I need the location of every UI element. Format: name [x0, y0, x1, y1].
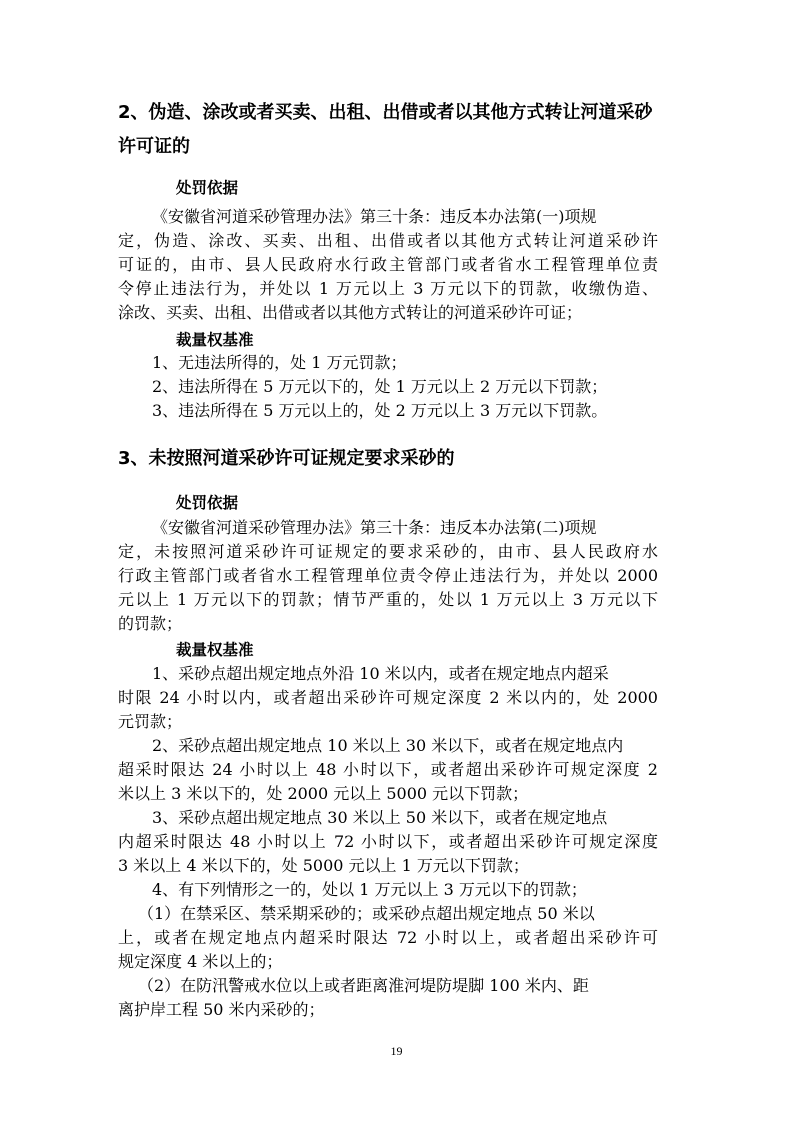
section3-heading: 3、未按照河道采砂许可证规定要求采砂的 — [118, 448, 455, 469]
section3-standard-line: 1、采砂点超出规定地点外沿 10 米以内，或者在规定地点内超采 — [152, 664, 609, 683]
section3-standard-line: 超采时限达 24 小时以上 48 小时以下，或者超出采砂许可规定深度 2 — [118, 760, 658, 779]
section3-standard-line: 4、有下列情形之一的，处以 1 万元以上 3 万元以下的罚款； — [152, 880, 587, 899]
section3-basis-line: 《安徽省河道采砂管理办法》第三十条：违反本办法第(二)项规 — [152, 518, 597, 537]
section2-heading-line1: 2、伪造、涂改或者买卖、出租、出借或者以其他方式转让河道采砂 — [118, 102, 653, 123]
section2-basis-line: 涂改、买卖、出租、出借或者以其他方式转让的河道采砂许可证； — [118, 303, 583, 322]
section3-standard-line: 上，或者在规定地点内超采时限达 72 小时以上，或者超出采砂许可 — [118, 928, 658, 947]
section2-heading-line2: 许可证的 — [118, 136, 190, 157]
section3-standard-title: 裁量权基准 — [176, 641, 254, 659]
section3-standard-line: 离护岸工程 50 米内采砂的； — [118, 1000, 325, 1019]
section3-basis-line: 行政主管部门或者省水工程管理单位责令停止违法行为，并处以 2000 — [118, 566, 658, 585]
section3-standard-line: 时限 24 小时以内，或者超出采砂许可规定深度 2 米以内的，处 2000 — [118, 688, 658, 707]
section3-standard-line: 内超采时限达 48 小时以上 72 小时以下，或者超出采砂许可规定深度 — [118, 832, 658, 851]
section2-basis-line: 定，伪造、涂改、买卖、出租、出借或者以其他方式转让河道采砂许 — [118, 231, 658, 250]
section2-standard-item: 2、违法所得在 5 万元以下的，处 1 万元以上 2 万元以下罚款； — [152, 377, 608, 396]
section3-basis-line: 的罚款； — [118, 614, 183, 633]
section2-standard-item: 1、无违法所得的，处 1 万元罚款； — [152, 353, 407, 372]
section2-basis-line: 令停止违法行为，并处以 1 万元以上 3 万元以下的罚款，收缴伪造、 — [118, 279, 658, 298]
section3-basis-line: 定，未按照河道采砂许可证规定的要求采砂的，由市、县人民政府水 — [118, 542, 658, 561]
section2-standard-title: 裁量权基准 — [176, 331, 254, 349]
section3-standard-line: 元罚款； — [118, 712, 183, 731]
section3-standard-line: 3 米以上 4 米以下的，处 5000 元以上 1 万元以下罚款； — [118, 856, 529, 875]
section2-standard-item: 3、违法所得在 5 万元以上的，处 2 万元以上 3 万元以下罚款。 — [152, 401, 608, 420]
section3-basis-title: 处罚依据 — [176, 494, 239, 512]
section2-basis-title: 处罚依据 — [176, 179, 239, 197]
page-number: 19 — [390, 1044, 403, 1058]
section3-standard-line: 规定深度 4 米以上的； — [118, 952, 283, 971]
section3-standard-line: 米以上 3 米以下的，处 2000 元以上 5000 元以下罚款； — [118, 784, 529, 803]
section3-standard-line: （2）在防汛警戒水位以上或者距离淮河堤防堤脚 100 米内、距 — [138, 976, 589, 995]
section2-basis-line: 《安徽省河道采砂管理办法》第三十条：违反本办法第(一)项规 — [152, 207, 597, 226]
section3-basis-line: 元以上 1 万元以下的罚款；情节严重的，处以 1 万元以上 3 万元以下 — [118, 590, 658, 609]
section3-standard-line: 3、采砂点超出规定地点 30 米以上 50 米以下，或者在规定地点 — [152, 808, 608, 827]
section2-basis-line: 可证的，由市、县人民政府水行政主管部门或者省水工程管理单位责 — [118, 255, 658, 274]
section3-standard-line: （1）在禁采区、禁采期采砂的；或采砂点超出规定地点 50 米以 — [138, 904, 595, 923]
section3-standard-line: 2、采砂点超出规定地点 10 米以上 30 米以下，或者在规定地点内 — [152, 736, 624, 755]
